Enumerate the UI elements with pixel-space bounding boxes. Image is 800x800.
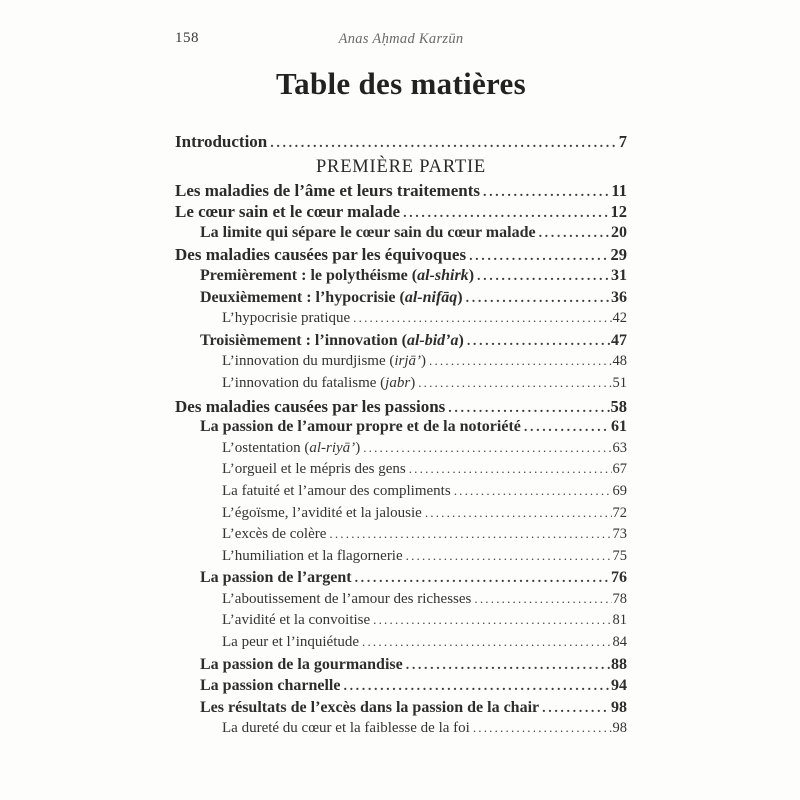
dot-leader: [477, 267, 610, 285]
toc-entry: [175, 202, 627, 224]
toc-entry-page-number: 61: [611, 418, 627, 436]
toc-entry: [175, 245, 627, 267]
toc-entry-page-number: 31: [611, 266, 627, 284]
toc-entry-page-number: 84: [612, 634, 627, 651]
toc-entry: [175, 353, 627, 375]
dot-leader: [542, 699, 610, 717]
transliteration: jabr: [385, 374, 411, 391]
toc-entry: [175, 332, 627, 354]
toc-entry-label: L’innovation du fatalisme (jabr): [222, 374, 416, 391]
toc-entry-page-number: 75: [612, 547, 627, 564]
running-title: Anas Aḥmad Karzūn: [338, 31, 464, 47]
running-head: [175, 30, 627, 52]
transliteration: al-riyā’: [309, 439, 356, 456]
toc-entry: [175, 375, 627, 397]
toc-entry-label: L’hypocrisie pratique: [222, 310, 351, 327]
dot-leader: [539, 224, 610, 242]
toc-entry-page-number: 12: [610, 202, 627, 222]
toc-entry: [175, 224, 627, 246]
toc-entry-page-number: 72: [612, 504, 627, 521]
toc-entry: [175, 569, 627, 591]
toc-entry: [175, 397, 627, 419]
dot-leader: [409, 461, 612, 478]
dot-leader: [343, 677, 610, 695]
toc-entry-label: La limite qui sépare le cœur sain du cœur malade: [200, 223, 536, 241]
toc-entry: [175, 461, 627, 483]
dot-leader: [406, 548, 612, 565]
page-title: Table des matières: [276, 66, 526, 101]
toc-entry-label: La passion de la gourmandise: [200, 655, 403, 673]
transliteration: al-shirk: [417, 266, 469, 284]
toc-entry: [175, 634, 627, 656]
dot-leader: [363, 440, 611, 457]
transliteration: irjā’: [394, 353, 422, 370]
toc-entry: [175, 132, 627, 154]
toc-entry-label: Les maladies de l’âme et leurs traitements: [175, 180, 480, 200]
folio-page-number: 158: [175, 30, 199, 46]
dot-leader: [353, 310, 611, 327]
toc-entry-page-number: 47: [611, 331, 627, 349]
toc-entry-page-number: 58: [610, 396, 627, 416]
page-content: [175, 30, 627, 742]
dot-leader: [425, 505, 612, 522]
toc-entry: [175, 720, 627, 742]
toc-entry-page-number: 69: [612, 482, 627, 499]
dot-leader: [474, 591, 611, 608]
dot-leader: [473, 720, 612, 737]
toc-entry-label: La dureté du cœur et la faiblesse de la foi: [222, 720, 470, 737]
toc-entry-label: Les résultats de l’excès dans la passion de la chair: [200, 698, 540, 716]
toc-entry-label: Introduction: [175, 132, 268, 151]
dot-leader: [483, 181, 610, 201]
toc-entry-label: L’avidité et la convoitise: [222, 612, 371, 629]
toc-entry-page-number: 98: [611, 698, 627, 716]
toc-entry-page-number: 42: [612, 310, 627, 327]
dot-leader: [270, 132, 617, 152]
toc-entry-label: La passion de l’argent: [200, 569, 352, 587]
dot-leader: [403, 202, 609, 222]
toc-entry: [175, 418, 627, 440]
toc-entry-label: L’orgueil et le mépris des gens: [222, 461, 406, 478]
toc-entry: [175, 548, 627, 570]
dot-leader: [466, 289, 610, 307]
toc-entry-label: L’humiliation et la flagornerie: [222, 547, 403, 564]
toc-entry-label: Troisièmement : l’innovation (al-bid’a): [200, 331, 464, 349]
toc-entry: [175, 440, 627, 462]
toc-entry-page-number: 88: [611, 655, 627, 673]
toc-entry-label: Des maladies causées par les passions: [175, 396, 446, 416]
toc-entry-page-number: 20: [611, 223, 627, 241]
table-of-contents: [175, 132, 627, 742]
toc-entry: [175, 526, 627, 548]
toc-entry-page-number: 81: [612, 612, 627, 629]
dot-leader: [418, 375, 611, 392]
toc-entry: [175, 289, 627, 311]
toc-entry-page-number: 76: [611, 569, 627, 587]
dot-leader: [454, 483, 612, 500]
toc-entry-page-number: 98: [612, 720, 627, 737]
toc-entry-label: L’ostentation (al-riyā’): [222, 439, 361, 456]
dot-leader: [467, 332, 610, 350]
transliteration: al-bid’a: [406, 331, 459, 349]
transliteration: al-nifāq: [404, 288, 458, 306]
toc-entry-label: L’innovation du murdjisme (irjā’): [222, 353, 427, 370]
toc-entry: [175, 677, 627, 699]
toc-entry-label: Premièrement : le polythéisme (al-shirk): [200, 266, 475, 284]
toc-entry-page-number: 36: [611, 288, 627, 306]
toc-entry-label: La passion de l’amour propre et de la notoriété: [200, 418, 521, 436]
toc-entry-page-number: 48: [612, 353, 627, 370]
toc-entry: [175, 483, 627, 505]
dot-leader: [355, 569, 610, 587]
toc-entry-page-number: 11: [611, 180, 627, 200]
dot-leader: [448, 397, 609, 417]
toc-entry-page-number: 7: [618, 132, 627, 151]
toc-entry: [175, 656, 627, 678]
dot-leader: [329, 526, 611, 543]
toc-entry-label: Des maladies causées par les équivoques: [175, 245, 467, 265]
toc-entry-page-number: 63: [612, 439, 627, 456]
toc-entry-page-number: 94: [611, 677, 627, 695]
part-heading: PREMIÈRE PARTIE: [315, 156, 487, 177]
toc-entry-page-number: 67: [612, 461, 627, 478]
toc-entry-label: L’aboutissement de l’amour des richesses: [222, 590, 472, 607]
toc-entry: [175, 612, 627, 634]
dot-leader: [362, 634, 611, 651]
toc-entry-label: L’égoïsme, l’avidité et la jalousie: [222, 504, 422, 521]
dot-leader: [373, 612, 611, 629]
dot-leader: [469, 245, 609, 265]
toc-entry: [175, 505, 627, 527]
toc-entry-label: Le cœur sain et le cœur malade: [175, 202, 401, 222]
toc-entry: [175, 181, 627, 203]
toc-entry: [175, 310, 627, 332]
toc-entry-page-number: 51: [612, 374, 627, 391]
dot-leader: [406, 656, 610, 674]
toc-entry-label: La passion charnelle: [200, 677, 341, 695]
toc-entry-label: Deuxièmement : l’hypocrisie (al-nifāq): [200, 288, 463, 306]
toc-entry-page-number: 78: [612, 590, 627, 607]
toc-entry-label: La fatuité et l’amour des compliments: [222, 482, 451, 499]
dot-leader: [524, 418, 610, 436]
dot-leader: [429, 353, 611, 370]
toc-entry-page-number: 29: [610, 245, 627, 265]
toc-entry: [175, 591, 627, 613]
toc-entry: [175, 699, 627, 721]
toc-entry-page-number: 73: [612, 526, 627, 543]
toc-entry-label: La peur et l’inquiétude: [222, 634, 360, 651]
toc-entry: [175, 267, 627, 289]
toc-entry-label: L’excès de colère: [222, 526, 327, 543]
